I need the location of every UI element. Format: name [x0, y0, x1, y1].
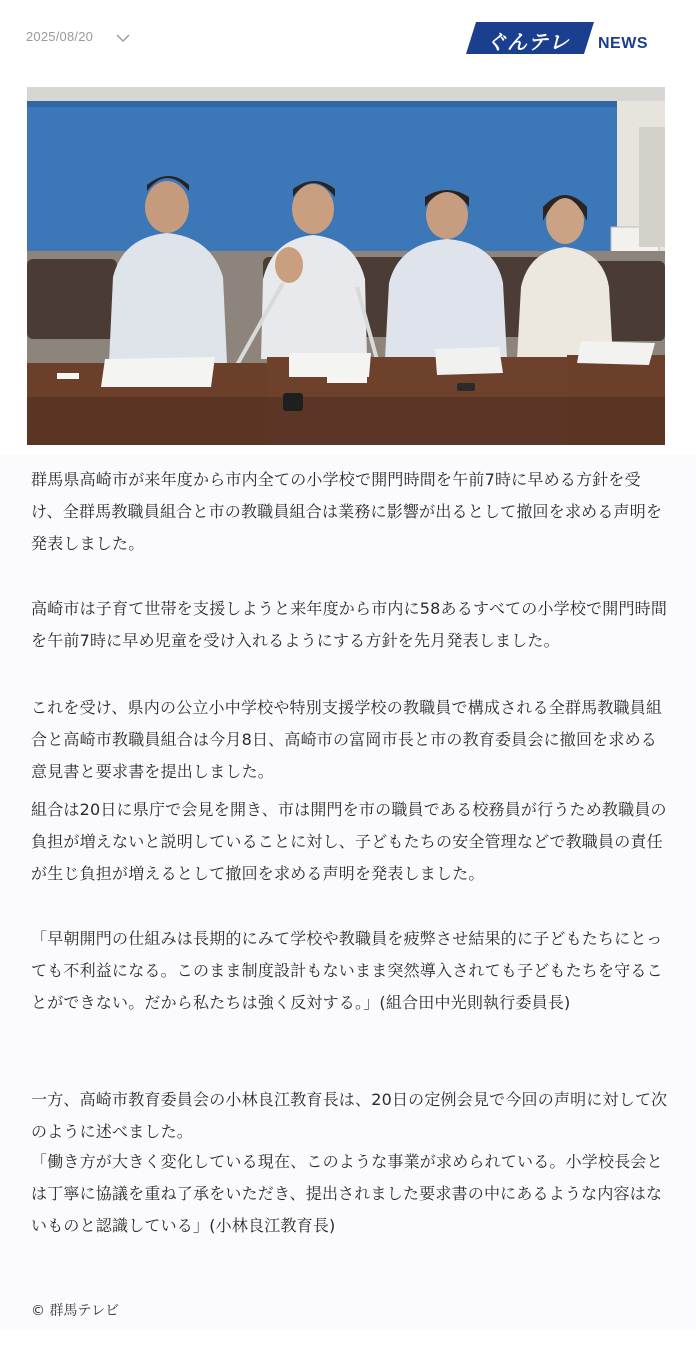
header [0, 0, 696, 80]
article-paragraph-7: 「働き方が大きく変化している現在、このような事業が求められている。小学校長会とは丁寧に協議を重ね了承をいただき、提出されました要求書の中にあるような内容はないものと認識している」(小林良江教育長) [31, 1152, 663, 1235]
copyright-notice: © 群馬テレビ [31, 1303, 120, 1319]
logo-news-label: NEWS [598, 35, 648, 52]
article-paragraph-4: 組合は20日に県庁で会見を開き、市は開門を市の職員である校務員が行うため教職員の負担が増えないと説明していることに対し、子どもたちの安全管理などで教職員の責任が生じ負担が増えるとして撤回を求める声明を発表しました。 [31, 800, 667, 883]
article-paragraph-1: 群馬県高崎市が来年度から市内全ての小学校で開門時間を午前7時に早める方針を受け、全群馬教職員組合と市の教職員組合は業務に影響が出るとして撤回を求める声明を発表しました。 [31, 470, 663, 553]
chevron-down-icon[interactable] [115, 30, 131, 46]
article-paragraph-2: 高崎市は子育て世帯を支援しようと来年度から市内に58あるすべての小学校で開門時間を午前7時に早め児童を受け入れるようにする方針を先月発表しました。 [31, 599, 668, 650]
logo-text: ぐんテレ [486, 30, 570, 54]
press-conference-photo [27, 87, 665, 445]
article-paragraph-5: 「早朝開門の仕組みは長期的にみて学校や教職員を疲弊させ結果的に子どもたちにとっても不利益になる。このまま制度設計もないまま突然導入されても子どもたちを守ることができない。だから私たちは強く反対する。」(組合田中光則執行委員長) [31, 929, 663, 1012]
article-paragraph-6: 一方、高崎市教育委員会の小林良江教育長は、20日の定例会見で今回の声明に対して次のように述べました。 [31, 1090, 668, 1141]
publish-date: 2025/08/20 [26, 29, 94, 44]
article-photo [27, 87, 665, 445]
gunma-tv-news-logo[interactable] [466, 22, 656, 56]
article-body [0, 455, 696, 1330]
article-paragraph-3: これを受け、県内の公立小中学校や特別支援学校の教職員で構成される全群馬教職員組合と高崎市教職員組合は今月8日、高崎市の富岡市長と市の教育委員会に撤回を求める意見書と要求書を提出しました。 [31, 698, 663, 781]
